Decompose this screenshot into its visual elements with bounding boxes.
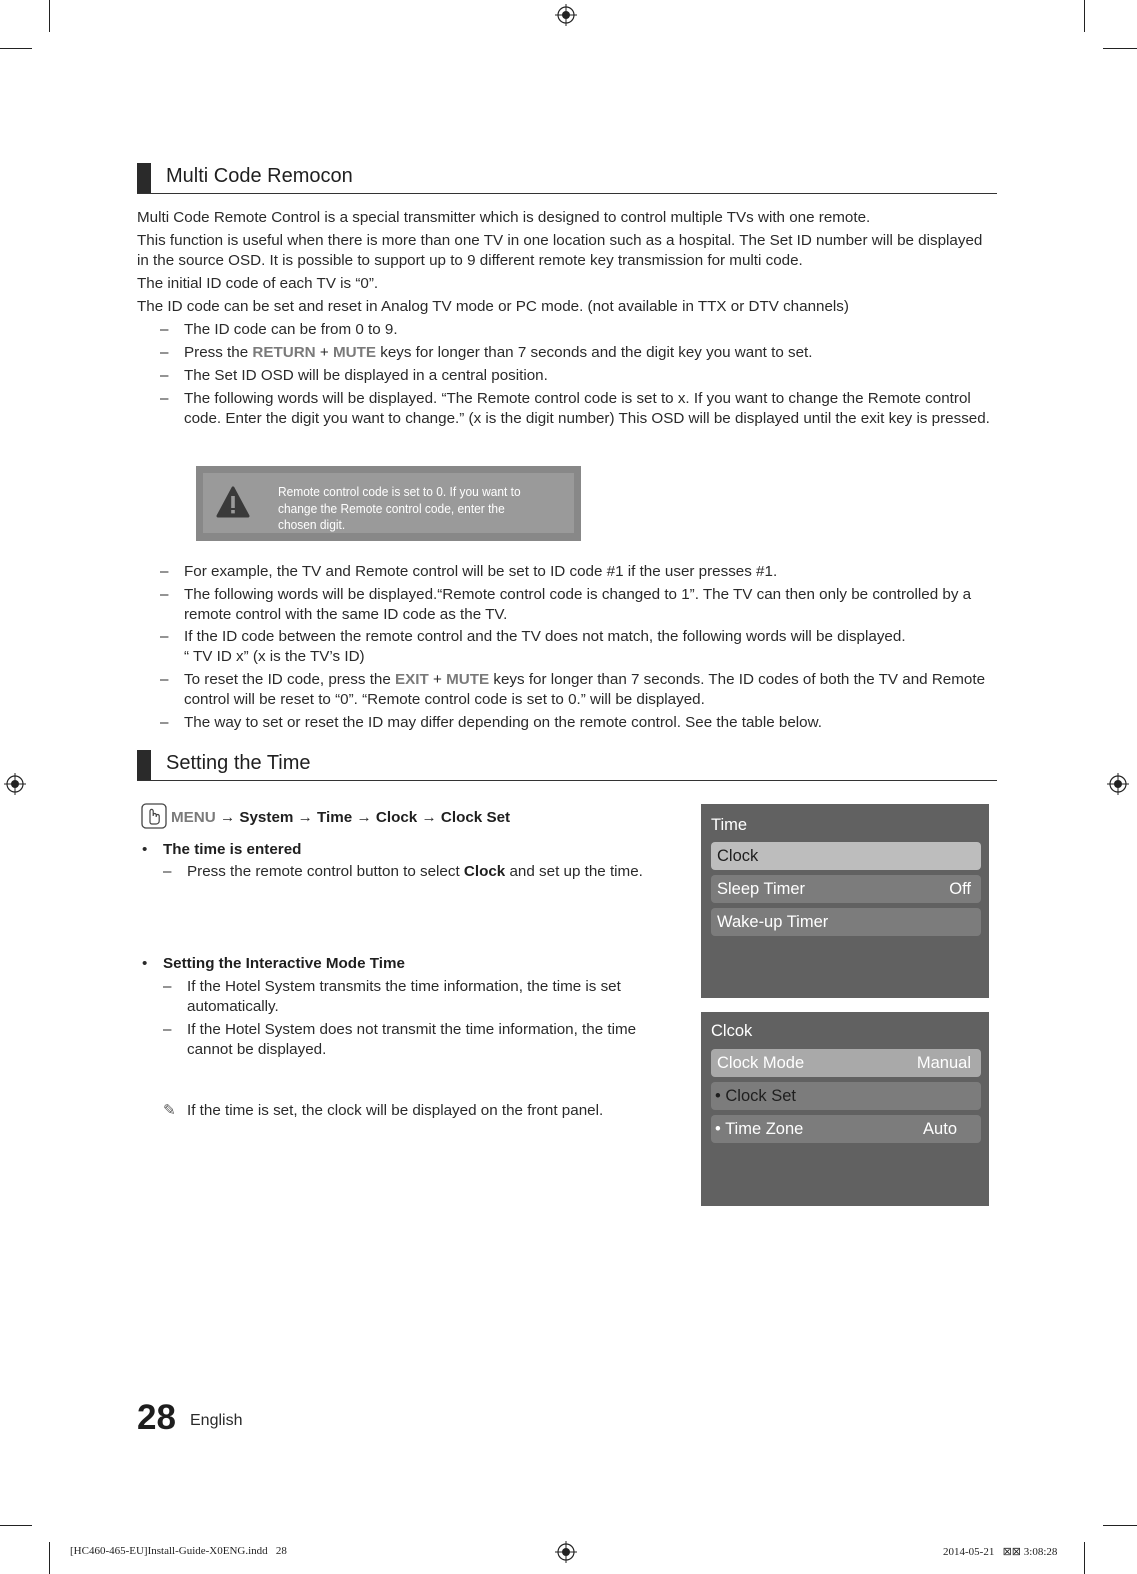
- key-return: RETURN: [252, 344, 316, 361]
- slug-right: 2014-05-21 ⊠⊠ 3:08:28: [943, 1546, 1058, 1558]
- menu-label: MENU: [171, 809, 216, 826]
- list-item-text: Press the RETURN + MUTE keys for longer than 7 seconds and the digit key you want to set.: [184, 344, 813, 361]
- crop-mark: [1103, 1525, 1137, 1526]
- section-heading-setting-time: [137, 750, 997, 781]
- list-item-text: To reset the ID code, press the EXIT + MUTE keys for longer than 7 seconds. The ID codes of both the TV and Remote control will be reset to “0”. “Remote control code is set to 0.” will be displayed.: [184, 671, 986, 708]
- paragraph: The ID code can be set and reset in Analog TV mode or PC mode. (not available in TTX or DTV channels): [137, 298, 849, 315]
- menu-item-clock-mode[interactable]: Clock Mode Manual: [711, 1049, 981, 1077]
- menu-path: MENU → System → Time → Clock → Clock Set: [137, 806, 682, 830]
- crop-mark: [49, 0, 50, 32]
- list-item-text: The following words will be displayed. “The Remote control code is set to x. If you want to change the Remote control code. Enter the digit you want to change.” (x is the digit number) This OSD will be displayed until the exit key is pressed.: [184, 390, 990, 427]
- paragraph: The initial ID code of each TV is “0”.: [137, 275, 379, 292]
- slug-left: [HC460-465-EU]Install-Guide-X0ENG.indd 28: [70, 1545, 287, 1557]
- menu-item-sleep-timer[interactable]: Sleep Timer Off: [711, 875, 981, 903]
- menu-item-clock[interactable]: Clock: [711, 842, 981, 870]
- list-item-text: If the ID code between the remote control and the TV does not match, the following words will be displayed. “ TV ID x” (x is the TV’s ID): [184, 628, 906, 665]
- list-item-text: The Set ID OSD will be displayed in a central position.: [184, 367, 548, 384]
- path-clock-set: Clock Set: [440, 809, 511, 826]
- warning-icon: [216, 486, 250, 518]
- heading-bar: [137, 750, 151, 780]
- registration-mark-icon: [1107, 773, 1129, 795]
- key-mute: MUTE: [446, 671, 490, 688]
- crop-mark: [1103, 48, 1137, 49]
- path-clock: Clock: [375, 809, 418, 826]
- registration-mark-icon: [555, 1541, 577, 1563]
- paragraph: This function is useful when there is more than one TV in one location such as a hospital. The Set ID number will be displayed in the source OSD. It is possible to support up to 9 different remote key transmission for multi code.: [137, 232, 983, 269]
- osd-message-box: [196, 466, 581, 541]
- paragraph: Multi Code Remote Control is a special transmitter which is designed to control multiple TVs with one remote.: [137, 209, 871, 226]
- osd-inner: [203, 473, 574, 533]
- pencil-note-icon: ✎: [163, 1102, 176, 1119]
- crop-mark: [1084, 0, 1085, 32]
- path-time: Time: [317, 809, 353, 826]
- menu-item-wakeup-timer[interactable]: Wake-up Timer: [711, 908, 981, 936]
- osd-text: Remote control code is set to 0. If you want to change the Remote control code, enter the chosen digit.: [278, 484, 521, 532]
- registration-mark-icon: [4, 773, 26, 795]
- list-item-text: The way to set or reset the ID may differ depending on the remote control. See the table below.: [184, 714, 822, 731]
- page-number: 28: [137, 1398, 176, 1437]
- crop-mark: [49, 1542, 50, 1574]
- clock-menu: [701, 1012, 989, 1206]
- time-menu: [701, 804, 989, 998]
- key-exit: EXIT: [395, 671, 429, 688]
- section-heading-multi-code: [137, 163, 997, 194]
- registration-mark-icon: [555, 4, 577, 26]
- menu-item-clock-set[interactable]: • Clock Set: [711, 1082, 981, 1110]
- path-system: System: [239, 809, 294, 826]
- crop-mark: [0, 48, 32, 49]
- list-item-text: If the Hotel System does not transmit the time information, the time cannot be displayed.: [187, 1021, 637, 1058]
- menu-title: Time: [711, 816, 748, 834]
- menu-title: Clcok: [711, 1022, 753, 1040]
- key-mute: MUTE: [332, 344, 376, 361]
- section-title: Setting the Time: [166, 752, 311, 774]
- list-item-text: The ID code can be from 0 to 9.: [184, 321, 398, 338]
- menu-hand-icon: [141, 803, 167, 829]
- menu-item-time-zone[interactable]: • Time Zone Auto: [711, 1115, 981, 1143]
- note-text: If the time is set, the clock will be displayed on the front panel.: [187, 1102, 604, 1119]
- crop-mark: [0, 1525, 32, 1526]
- list-item-text: If the Hotel System transmits the time information, the time is set automatically.: [187, 978, 621, 1015]
- page-language: English: [190, 1412, 243, 1429]
- heading-bar: [137, 163, 151, 193]
- crop-mark: [1084, 1542, 1085, 1574]
- list-item-text: The following words will be displayed.“Remote control code is changed to 1”. The TV can then only be controlled by a remote control with the same ID code as the TV.: [184, 586, 972, 623]
- bullet-title: Setting the Interactive Mode Time: [163, 955, 405, 972]
- bullet-title: The time is entered: [163, 841, 302, 858]
- list-item-text: Press the remote control button to select Clock and set up the time.: [187, 863, 643, 880]
- section-title: Multi Code Remocon: [166, 165, 353, 187]
- list-item-text: For example, the TV and Remote control will be set to ID code #1 if the user presses #1.: [184, 563, 778, 580]
